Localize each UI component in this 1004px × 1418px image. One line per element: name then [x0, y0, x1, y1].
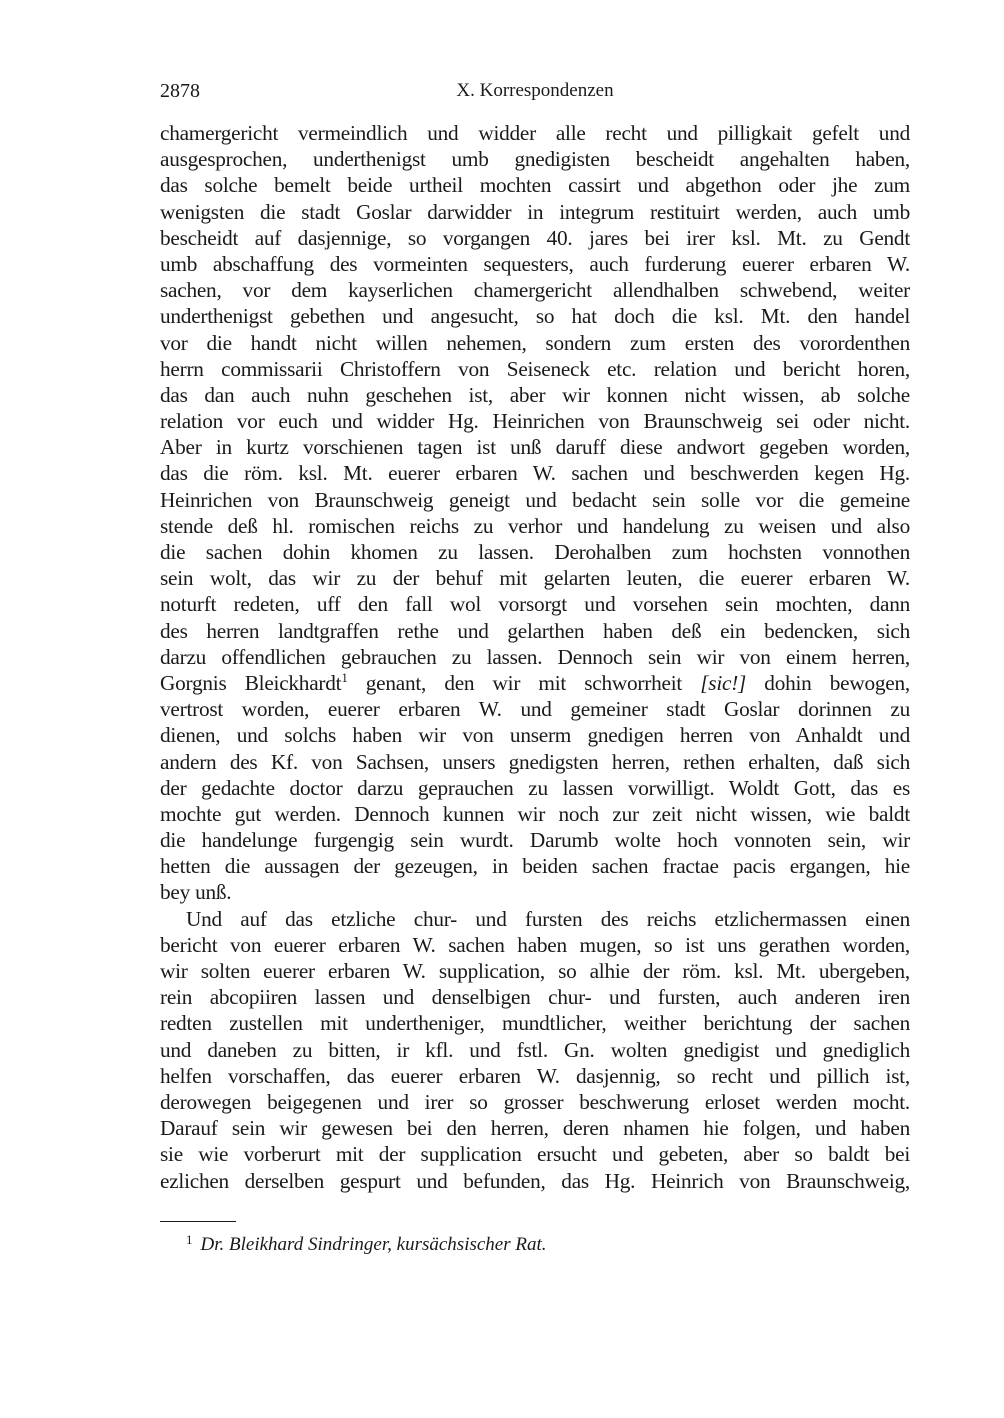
text-line: Darauf sein wir gewesen bei den herren, deren nhamen hie folgen, und haben — [160, 1116, 910, 1141]
running-title: X. Korrespondenzen — [456, 80, 614, 101]
text-line: vertrost worden, euerer erbaren W. und gemeiner stadt Goslar dorinnen zu — [160, 697, 910, 722]
text-line: wenigsten die stadt Goslar darwidder in integrum restituirt werden, auch umb — [160, 199, 910, 224]
text-line: rein abcopiiren lassen und denselbigen chur- und fursten, auch anderen iren — [160, 985, 910, 1010]
text-line: sein wolt, das wir zu der behuf mit gelarten leuten, die euerer erbaren W. — [160, 566, 910, 591]
text-line: noturft redeten, uff den fall wol vorsorgt und vorsehen sein mochten, dann — [160, 592, 910, 617]
text-line: dienen, und solchs haben wir von unserm gnedigen herren von Anhaldt und — [160, 723, 910, 748]
text-line-with-footnote — [160, 670, 910, 696]
running-head — [160, 78, 910, 104]
text-span: Gorgnis Bleickhardt — [160, 670, 342, 695]
text-line: die handelunge furgengig sein wurdt. Darumb wolte hoch vonnoten sein, wir — [160, 828, 910, 853]
text-line: bericht von euerer erbaren W. sachen haben mugen, so ist uns gerathen worden, — [160, 932, 910, 957]
text-line: derowegen beigegenen und irer so grosser beschwerung erloset werden mocht. — [160, 1089, 910, 1114]
text-line: sie wie vorberurt mit der supplication ersucht und gebeten, aber so baldt bei — [160, 1142, 910, 1167]
footnote-reference[interactable]: 1 — [341, 669, 348, 685]
text-line: wir solten euerer erbaren W. supplication, so alhie der röm. ksl. Mt. ubergeben, — [160, 959, 910, 983]
text-span: genant, den wir mit schworrheit — [347, 670, 701, 695]
text-line: andern des Kf. von Sachsen, unsers gnedigsten herren, rethen erhalten, daß sich — [160, 749, 910, 774]
text-line: des herren landtgraffen rethe und gelarthen haben deß ein bedencken, sich — [160, 618, 910, 643]
text-line: das solche bemelt beide urtheil mochten cassirt und abgethon oder jhe zum — [160, 173, 910, 198]
text-line: sachen, vor dem kayserlichen chamergericht allendhalben schwebend, weiter — [160, 278, 910, 303]
editorial-note: [sic!] — [700, 670, 747, 695]
text-line: bescheidt auf dasjennige, so vorgangen 40. jares bei irer ksl. Mt. zu Gendt — [160, 225, 910, 250]
body-text — [160, 120, 910, 1194]
text-line: das dan auch nuhn geschehen ist, aber wir konnen nicht wissen, ab solche — [160, 382, 910, 407]
text-line: das die röm. ksl. Mt. euerer erbaren W. sachen und beschwerden kegen Hg. — [160, 461, 910, 486]
text-line: Aber in kurtz vorschienen tagen ist unß daruff diese andwort gegeben worden, — [160, 435, 910, 460]
text-line: relation vor euch und widder Hg. Heinrichen von Braunschweig sei oder nicht. — [160, 409, 910, 434]
text-line: die sachen dohin khomen zu lassen. Derohalben zum hochsten vonnothen — [160, 540, 910, 564]
text-line: herrn commissarii Christoffern von Seiseneck etc. relation und bericht horen, — [160, 356, 910, 381]
text-line: vor die handt nicht willen nehemen, sondern zum ersten des vorordenthen — [160, 330, 910, 355]
text-line: hetten die aussagen der gezeugen, in beiden sachen fractae pacis ergangen, hie — [160, 854, 910, 879]
footnote-divider — [160, 1221, 236, 1222]
text-span: dohin bewogen, — [746, 670, 910, 695]
text-line: ausgesprochen, underthenigst umb gnedigisten bescheidt angehalten haben, — [160, 147, 910, 172]
text-line: underthenigst gebethen und angesucht, so hat doch die ksl. Mt. den handel — [160, 304, 910, 329]
text-line: mochte gut werden. Dennoch kunnen wir noch zur zeit nicht wissen, wie baldt — [160, 801, 910, 826]
text-line: umb abschaffung des vormeinten sequesters, auch furderung euerer erbaren W. — [160, 251, 910, 276]
text-line: chamergericht vermeindlich und widder alle recht und pilligkait gefelt und — [160, 121, 910, 145]
paragraph-end-line: bey unß. — [160, 880, 232, 905]
text-line: Heinrichen von Braunschweig geneigt und bedacht sein solle vor die gemeine — [160, 487, 910, 512]
text-line: und daneben zu bitten, ir kfl. und fstl. Gn. wolten gnedigist und gnediglich — [160, 1037, 910, 1062]
text-line: helfen vorschaffen, das euerer erbaren W. dasjennig, so recht und pillich ist, — [160, 1063, 910, 1088]
footnote-number: 1 — [186, 1232, 193, 1247]
footnote-text: Dr. Bleikhard Sindringer, kursächsischer Rat. — [200, 1234, 547, 1255]
text-line: redten zustellen mit undertheniger, mundtlicher, weither berichtung der sachen — [160, 1011, 910, 1036]
text-line: stende deß hl. romischen reichs zu verhor und handelung zu weisen und also — [160, 513, 910, 538]
footnote — [186, 1228, 906, 1257]
text-line: der gedachte doctor darzu geprauchen zu lassen vorwilligt. Woldt Gott, das es — [160, 775, 910, 800]
paragraph-start-line: Und auf das etzliche chur- und fursten des reichs etzlichermassen einen — [186, 906, 910, 931]
page-number: 2878 — [160, 80, 200, 102]
text-line: ezlichen derselben gespurt und befunden, das Hg. Heinrich von Braunschweig, — [160, 1168, 910, 1193]
text-line: darzu offendlichen gebrauchen zu lassen. Dennoch sein wir von einem herren, — [160, 644, 910, 669]
